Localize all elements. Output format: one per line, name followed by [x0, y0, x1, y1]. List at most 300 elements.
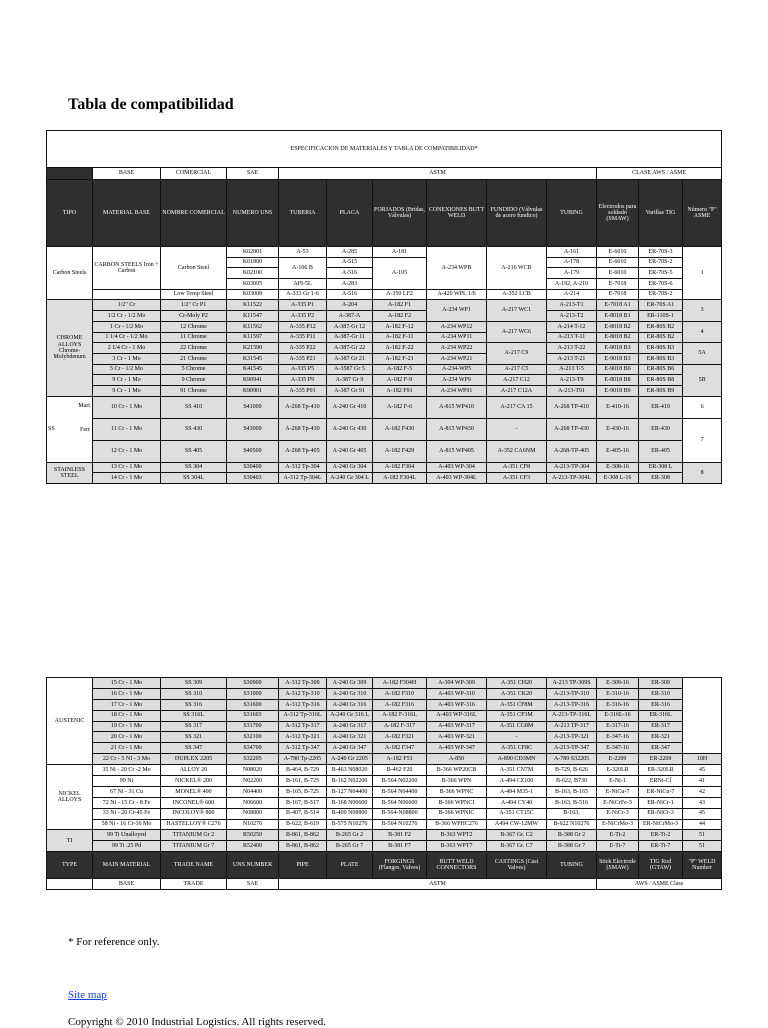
table-cell: A-351 CK20: [487, 688, 547, 699]
column-header: Número "P" ASME: [683, 180, 722, 247]
table-cell: A-213-TP-316: [547, 699, 597, 710]
table-cell: A-312 Tp-309: [279, 678, 327, 689]
commercial-name: Low Temp Steel: [161, 289, 227, 300]
table-cell: A-403 WP-321: [427, 732, 487, 743]
table-cell: B-168 N06600: [327, 797, 373, 808]
uns-number: K31545: [227, 353, 279, 364]
tubing-spec: A-213-T2: [547, 311, 597, 322]
uns-number: K01800: [227, 257, 279, 268]
table-cell: SS 317: [161, 721, 227, 732]
table-cell: B-861, B-862: [279, 830, 327, 841]
forging-spec: A-182 F1: [373, 300, 427, 311]
table-cell: E-NiCu-7: [597, 786, 639, 797]
table-cell: N04400: [227, 786, 279, 797]
tig-rod-spec: ER-80S B2: [639, 332, 683, 343]
table-cell: B-564 N10276: [373, 819, 427, 830]
p-number: 6: [683, 396, 722, 418]
table-cell: A-789 S32205: [547, 754, 597, 765]
forging-spec: A-182 F304: [373, 462, 427, 473]
table-cell: B-367 Gr. C2: [487, 830, 547, 841]
column-header: CASTINGS (Cast Valves): [487, 852, 547, 879]
casting-spec: A-217 C9: [487, 343, 547, 364]
pipe-spec: A-268 Tp-410: [279, 396, 327, 418]
p-number: 5A: [683, 343, 722, 364]
tig-rod-spec: ER-110S-1: [639, 311, 683, 322]
commercial-name: SS 304L: [161, 473, 227, 484]
pipe-spec: A-335 P2: [279, 311, 327, 322]
table-cell: B-167, B-517: [279, 797, 327, 808]
electrode-spec: E-8018 B2: [597, 332, 639, 343]
commercial-name: SS 304: [161, 462, 227, 473]
column-header: "P" WELD Number: [683, 852, 722, 879]
table-cell: A-182 F-317: [373, 721, 427, 732]
table-cell: A-240 Gr 347: [327, 743, 373, 754]
table-cell: A-312 Tp-316: [279, 699, 327, 710]
table-cell: S31700: [227, 721, 279, 732]
tig-rod-spec: ER-405: [639, 440, 683, 462]
table-cell: SS 316: [161, 699, 227, 710]
ss-sub-label: Ferr: [80, 426, 90, 433]
column-header: PIPE: [279, 852, 327, 879]
commercial-name: 21 Chrome: [161, 353, 227, 364]
plate-spec: A-387 Gr 9: [327, 375, 373, 386]
table-cell: A-403 WP-316L: [427, 710, 487, 721]
table-cell: S32100: [227, 732, 279, 743]
uns-number: K02801: [227, 247, 279, 258]
table-cell: B-127 N04400: [327, 786, 373, 797]
tig-rod-spec: ER-70S-2: [639, 257, 683, 268]
column-header: TIG Rod (GTAW): [639, 852, 683, 879]
table-cell: A-351 CF3M: [487, 710, 547, 721]
table-cell: A-351 CT15C: [487, 808, 547, 819]
plate-spec: A-283: [327, 279, 373, 290]
buttweld-spec: A-234 WP22: [427, 343, 487, 354]
uns-number: K03008: [227, 289, 279, 300]
table-cell: A-403 WP-317: [427, 721, 487, 732]
table-cell: A-213-TP-316L: [547, 710, 597, 721]
table-cell: A-312 Tp-347: [279, 743, 327, 754]
pipe-spec: A-335 P22: [279, 343, 327, 354]
tig-rod-spec: ER-90S B3: [639, 353, 683, 364]
forging-spec: A-182 F-22: [373, 343, 427, 354]
table-cell: ER-321: [639, 732, 683, 743]
tubing-spec: A-179: [547, 268, 597, 279]
table-cell: N06600: [227, 797, 279, 808]
group-header: COMERCIAL: [161, 168, 227, 180]
electrode-spec: E-8018 B8: [597, 375, 639, 386]
tig-rod-spec: ER-90S B9: [639, 385, 683, 396]
table-cell: 35 Ni - 20 Cr -2 Mo: [93, 765, 161, 776]
uns-number: K90941: [227, 375, 279, 386]
table-cell: A-182 F304H: [373, 678, 427, 689]
plate-spec: A-240 Gr 405: [327, 440, 373, 462]
buttweld-spec: A-234-WP5: [427, 364, 487, 375]
uns-number: S30403: [227, 473, 279, 484]
plate-spec: A-516: [327, 289, 373, 300]
table-cell: ER-NiCu-7: [639, 786, 683, 797]
table-cell: ER-310: [639, 688, 683, 699]
table-cell: N08800: [227, 808, 279, 819]
table-cell: A-351 CH20: [487, 678, 547, 689]
p-number: 44: [683, 819, 722, 830]
tubing-spec: A-213-TP-304L: [547, 473, 597, 484]
pipe-spec: A-335 P21: [279, 353, 327, 364]
table-cell: A-213 TP-317: [547, 721, 597, 732]
table-cell: ER-347: [639, 743, 683, 754]
table-cell: E-310-16: [597, 688, 639, 699]
table-cell: E-347-16: [597, 743, 639, 754]
buttweld-spec: A-403 WP-304: [427, 462, 487, 473]
column-header: TYPE: [47, 852, 93, 879]
forging-spec: A-182 F-21: [373, 353, 427, 364]
commercial-name: SS 430: [161, 418, 227, 440]
pipe-spec: A-335 P5: [279, 364, 327, 375]
table-cell: B-366 WPNCI: [427, 797, 487, 808]
column-header: TUBING: [547, 180, 597, 247]
material-base: 3 Cr - 1 Mo: [93, 353, 161, 364]
group-header: SAE: [227, 168, 279, 180]
electrode-spec: E-430-16: [597, 418, 639, 440]
table-cell: B-564 N06600: [373, 797, 427, 808]
table-cell: SS 321: [161, 732, 227, 743]
table-cell: A-182 F321: [373, 732, 427, 743]
tubing-spec: A-161: [547, 247, 597, 258]
table-cell: B-163, B-165: [547, 786, 597, 797]
plate-spec: A-240 Gr 430: [327, 418, 373, 440]
table-cell: B-622 N10276: [547, 819, 597, 830]
table-cell: ER-317: [639, 721, 683, 732]
table-cell: ER-NiCrMo-3: [639, 819, 683, 830]
commercial-name: SS 410: [161, 396, 227, 418]
electrode-spec: E-8018 B1: [597, 311, 639, 322]
table-cell: SS 309: [161, 678, 227, 689]
forging-spec: A-182 F-11: [373, 332, 427, 343]
compatibility-table-spanish: [46, 130, 722, 484]
table-cell: E-316-16: [597, 699, 639, 710]
table-cell: 15 Cr - 1 Mo: [93, 678, 161, 689]
material-base: [93, 289, 161, 300]
column-header: BUTT WELD CONNECTORS: [427, 852, 487, 879]
commercial-name: Cr-Moly P2: [161, 311, 227, 322]
table-cell: S31600: [227, 699, 279, 710]
tig-rod-spec: ER-70S-3: [639, 247, 683, 258]
table-cell: ER-316L: [639, 710, 683, 721]
table-cell: B-861, B-862: [279, 841, 327, 852]
table-cell: A-240 Gr 309: [327, 678, 373, 689]
table-cell: E-NiCrMo-3: [597, 819, 639, 830]
material-base: 2 1/4 Cr - 1 Mo: [93, 343, 161, 354]
type-label: NICKEL ALLOYS: [47, 765, 93, 830]
pipe-spec: A-333 Gr 1-6: [279, 289, 327, 300]
tubing-spec: A-214: [547, 289, 597, 300]
type-label: Carbon Steels: [47, 247, 93, 300]
forging-spec: A-182 F-12: [373, 321, 427, 332]
table-cell: ER-Ti-2: [639, 830, 683, 841]
table-cell: ERNi-Cl: [639, 776, 683, 787]
table-cell: SS 310: [161, 688, 227, 699]
table-cell: A-494 CZ100: [487, 776, 547, 787]
buttweld-spec: A-234 WP12: [427, 321, 487, 332]
type-label: SS Mart Ferr: [47, 396, 93, 462]
material-base: 9 Cr - 1 Mo: [93, 385, 161, 396]
commercial-name: 12 Chrome: [161, 321, 227, 332]
tig-rod-spec: ER-308 L: [639, 462, 683, 473]
commercial-name: 11 Chrome: [161, 332, 227, 343]
table-cell: B-363 WPT2: [427, 830, 487, 841]
column-header: Stick Electrode (SMAW): [597, 852, 639, 879]
table-cell: ER-Ti-7: [639, 841, 683, 852]
table-cell: A-312 Tp-317: [279, 721, 327, 732]
table-cell: A-213-TP-347: [547, 743, 597, 754]
table-cell: A-182 F310: [373, 688, 427, 699]
plate-spec: A-387-Gr 11: [327, 332, 373, 343]
table-cell: E-Ti-7: [597, 841, 639, 852]
buttweld-spec: A-234 WP9: [427, 375, 487, 386]
table-cell: HASTELLOY® C276: [161, 819, 227, 830]
table-cell: B-165, B-725: [279, 786, 327, 797]
tubing-spec: A-213-T91: [547, 385, 597, 396]
table-cell: R50250: [227, 830, 279, 841]
material-base: 1 1/4 Cr - 1/2 Mo: [93, 332, 161, 343]
table-cell: B-564-N08800: [373, 808, 427, 819]
table-cell: S31000: [227, 688, 279, 699]
column-header: TUBING: [547, 852, 597, 879]
compatibility-table-english: [46, 677, 722, 890]
tubing-spec: A-213 T-22: [547, 343, 597, 354]
buttweld-spec: A-403 WP-304L: [427, 473, 487, 484]
table-cell: B-729, B-626: [547, 765, 597, 776]
page-title: Tabla de compatibilidad: [68, 96, 234, 113]
tubing-spec: A-268-TP-405: [547, 440, 597, 462]
table-cell: B-462 F20: [373, 765, 427, 776]
commercial-name: 91 Chrome: [161, 385, 227, 396]
plate-spec: A-387-Gr 12: [327, 321, 373, 332]
tig-rod-spec: ER-70S-6: [639, 279, 683, 290]
column-header: FORJADOS (Bridas, Válvulas): [373, 180, 427, 247]
uns-number: S30400: [227, 462, 279, 473]
casting-spec: A-217 C12: [487, 375, 547, 386]
p-number: 45: [683, 808, 722, 819]
table-cell: A-240 Gr 310: [327, 688, 373, 699]
table-cell: E-320LR: [597, 765, 639, 776]
table-cell: 99 Ni: [93, 776, 161, 787]
copyright: Copyright © 2010 Industrial Logistics. All rights reserved.: [68, 1016, 326, 1028]
p-number: 41: [683, 776, 722, 787]
buttweld-spec: A-420 WPL 1/6: [427, 289, 487, 300]
tubing-spec: A-213-T1: [547, 300, 597, 311]
electrode-spec: E-9018 B6: [597, 364, 639, 375]
p-number: 10H: [683, 754, 722, 765]
p-number: [683, 678, 722, 754]
table-cell: SS 347: [161, 743, 227, 754]
group-blank: [47, 879, 93, 890]
type-label: STAINLESS STEEL: [47, 462, 93, 483]
forging-spec: A-182 F-6: [373, 396, 427, 418]
column-header: UNS NUMBER: [227, 852, 279, 879]
table-cell: A-182 F347: [373, 743, 427, 754]
table-cell: A494 CW-12MW: [487, 819, 547, 830]
table-cell: 22 Cr - 5 NI - 3 Mo: [93, 754, 161, 765]
forging-spec: A-182 F-9: [373, 375, 427, 386]
table-cell: -: [487, 732, 547, 743]
table-cell: A-850: [427, 754, 487, 765]
uns-number: K11562: [227, 321, 279, 332]
pipe-spec: A-335 P11: [279, 332, 327, 343]
group-footer: ASTM: [279, 879, 597, 890]
uns-number: S40500: [227, 440, 279, 462]
group-header: BASE: [93, 168, 161, 180]
material-base: 10 Cr - 1 Mo: [93, 396, 161, 418]
forging-spec: A-181: [373, 247, 427, 258]
pipe-spec: API-5L: [279, 279, 327, 290]
table-cell: 17 Cr - 1 Mo: [93, 699, 161, 710]
tig-rod-spec: ER-80S B6: [639, 364, 683, 375]
table-cell: S30900: [227, 678, 279, 689]
tubing-spec: A-213 T-5: [547, 364, 597, 375]
table-cell: 21 Cr - 1 Mo: [93, 743, 161, 754]
casting-spec: A-216 WCB: [487, 247, 547, 290]
table-cell: E-317-16: [597, 721, 639, 732]
forging-spec: A-182 F2: [373, 311, 427, 322]
column-header: TUBERIA: [279, 180, 327, 247]
p-number: 8: [683, 462, 722, 483]
group-header: CLASE AWS / ASME: [597, 168, 722, 180]
uns-number: K41545: [227, 364, 279, 375]
table-cell: N10276: [227, 819, 279, 830]
material-base: 1/2 Cr - 1/2 Mo: [93, 311, 161, 322]
table-cell: A-240 Gr 317: [327, 721, 373, 732]
table-cell: 58 Ni - 16 Cr-16 Mo: [93, 819, 161, 830]
casting-spec: A-217 WC6: [487, 321, 547, 342]
table-cell: E-309-16: [597, 678, 639, 689]
p-number: 51: [683, 841, 722, 852]
tig-rod-spec: ER-70S A1: [639, 300, 683, 311]
table-cell: INCONEL® 600: [161, 797, 227, 808]
table-cell: A-351 CF8M: [487, 699, 547, 710]
group-footer: SAE: [227, 879, 279, 890]
buttweld-spec: A-234 WP21: [427, 353, 487, 364]
table-cell: A-494 CY40: [487, 797, 547, 808]
p-number: 5B: [683, 364, 722, 396]
column-header: TIPO: [47, 180, 93, 247]
table-cell: A-182 F51: [373, 754, 427, 765]
group-header: ASTM: [279, 168, 597, 180]
table-cell: A-304 WP-309: [427, 678, 487, 689]
table-cell: NICKEL® 200: [161, 776, 227, 787]
casting-spec: A-217 C12A: [487, 385, 547, 396]
material-base: 1/2" Cr: [93, 300, 161, 311]
table-cell: E-Ni-1: [597, 776, 639, 787]
table-cell: ER-320LR: [639, 765, 683, 776]
type-label: CHROME ALLOYS Chrome-Molybdenum: [47, 300, 93, 396]
table-cell: B-366 WPNC: [427, 786, 487, 797]
forging-spec: A-182 F-5: [373, 364, 427, 375]
table-cell: A-312 Tp-310: [279, 688, 327, 699]
table-cell: ER-NiCr-3: [639, 808, 683, 819]
table-cell: 99 Ti .25 Pd: [93, 841, 161, 852]
site-map-link[interactable]: Site map: [68, 989, 107, 1001]
table-cell: B-163,: [547, 808, 597, 819]
table-cell: E-Ti-2: [597, 830, 639, 841]
uns-number: K11547: [227, 311, 279, 322]
table-cell: B-388 Gr 2: [547, 830, 597, 841]
table-cell: E-316L-16: [597, 710, 639, 721]
uns-number: S41000: [227, 396, 279, 418]
table-cell: A-213-TP-321: [547, 732, 597, 743]
table-cell: A-213-TP-310: [547, 688, 597, 699]
table-cell: S31603: [227, 710, 279, 721]
table-cell: ALLOY 20: [161, 765, 227, 776]
pipe-spec: A-312 Tp-304L: [279, 473, 327, 484]
electrode-spec: E-9018 B3: [597, 343, 639, 354]
casting-spec: A-351 CF8: [487, 462, 547, 473]
p-number: 7: [683, 418, 722, 462]
column-header: MATERIAL BASE: [93, 180, 161, 247]
table-cell: 19 Cr - 1 Mo: [93, 721, 161, 732]
plate-spec: A-387 Gr 91: [327, 385, 373, 396]
plate-spec: A-515: [327, 257, 373, 268]
electrode-spec: E-405-16: [597, 440, 639, 462]
group-blank: [47, 168, 93, 180]
plate-spec: A-387-A: [327, 311, 373, 322]
table-cell: A-351 CN7M: [487, 765, 547, 776]
table-cell: A-182 F316: [373, 699, 427, 710]
table-cell: B-265 Gr 7: [327, 841, 373, 852]
tig-rod-spec: ER-90S B3: [639, 343, 683, 354]
table-cell: A-890 CD3MN: [487, 754, 547, 765]
table-cell: TITANIUM Gr 2: [161, 830, 227, 841]
column-header: Varillas TIG: [639, 180, 683, 247]
uns-number: S43000: [227, 418, 279, 440]
table-cell: B-564 N02200: [373, 776, 427, 787]
plate-spec: A-240 Gr 410: [327, 396, 373, 418]
table-cell: B-265 Gr 2: [327, 830, 373, 841]
table-cell: B-363 WPT7: [427, 841, 487, 852]
material-base: CARBON STEELS Iron + Carbon: [93, 247, 161, 290]
tubing-spec: A-178: [547, 257, 597, 268]
table-cell: B-366 WPNIC: [427, 808, 487, 819]
tig-rod-spec: ER-70S-2: [639, 289, 683, 300]
tig-rod-spec: ER-308: [639, 473, 683, 484]
electrode-spec: E-410-16: [597, 396, 639, 418]
electrode-spec: E-9018 B3: [597, 353, 639, 364]
material-base: 13 Cr - 1 Mo: [93, 462, 161, 473]
forging-spec: A-105: [373, 257, 427, 289]
plate-spec: A-240 Gr 304 L: [327, 473, 373, 484]
forging-spec: A-350 LF2: [373, 289, 427, 300]
electrode-spec: E-6010: [597, 268, 639, 279]
p-number: 43: [683, 797, 722, 808]
ss-sub-label: Mart: [78, 402, 90, 409]
electrode-spec: E-308 L-16: [597, 473, 639, 484]
pipe-spec: A-53: [279, 247, 327, 258]
table-cell: 72 Ni - 15 Cr - 8 Fe: [93, 797, 161, 808]
material-base: 9 Cr - 1 Mo: [93, 375, 161, 386]
forging-spec: A-182 F430: [373, 418, 427, 440]
uns-number: K02100: [227, 268, 279, 279]
buttweld-spec: A-815 WP430: [427, 418, 487, 440]
pipe-spec: A-268 Tp-405: [279, 440, 327, 462]
pipe-spec: A-335 P1: [279, 300, 327, 311]
table-cell: B-367 Gr. C7: [487, 841, 547, 852]
table-cell: B-163, B-516: [547, 797, 597, 808]
column-header: Electrodos para soldado (SMAW): [597, 180, 639, 247]
table-cell: 99 Ti Unalloyed: [93, 830, 161, 841]
table-cell: ER-309: [639, 678, 683, 689]
column-header: NUMERO UNS: [227, 180, 279, 247]
table-cell: A-213 TP-309S: [547, 678, 597, 689]
uns-number: K11597: [227, 332, 279, 343]
